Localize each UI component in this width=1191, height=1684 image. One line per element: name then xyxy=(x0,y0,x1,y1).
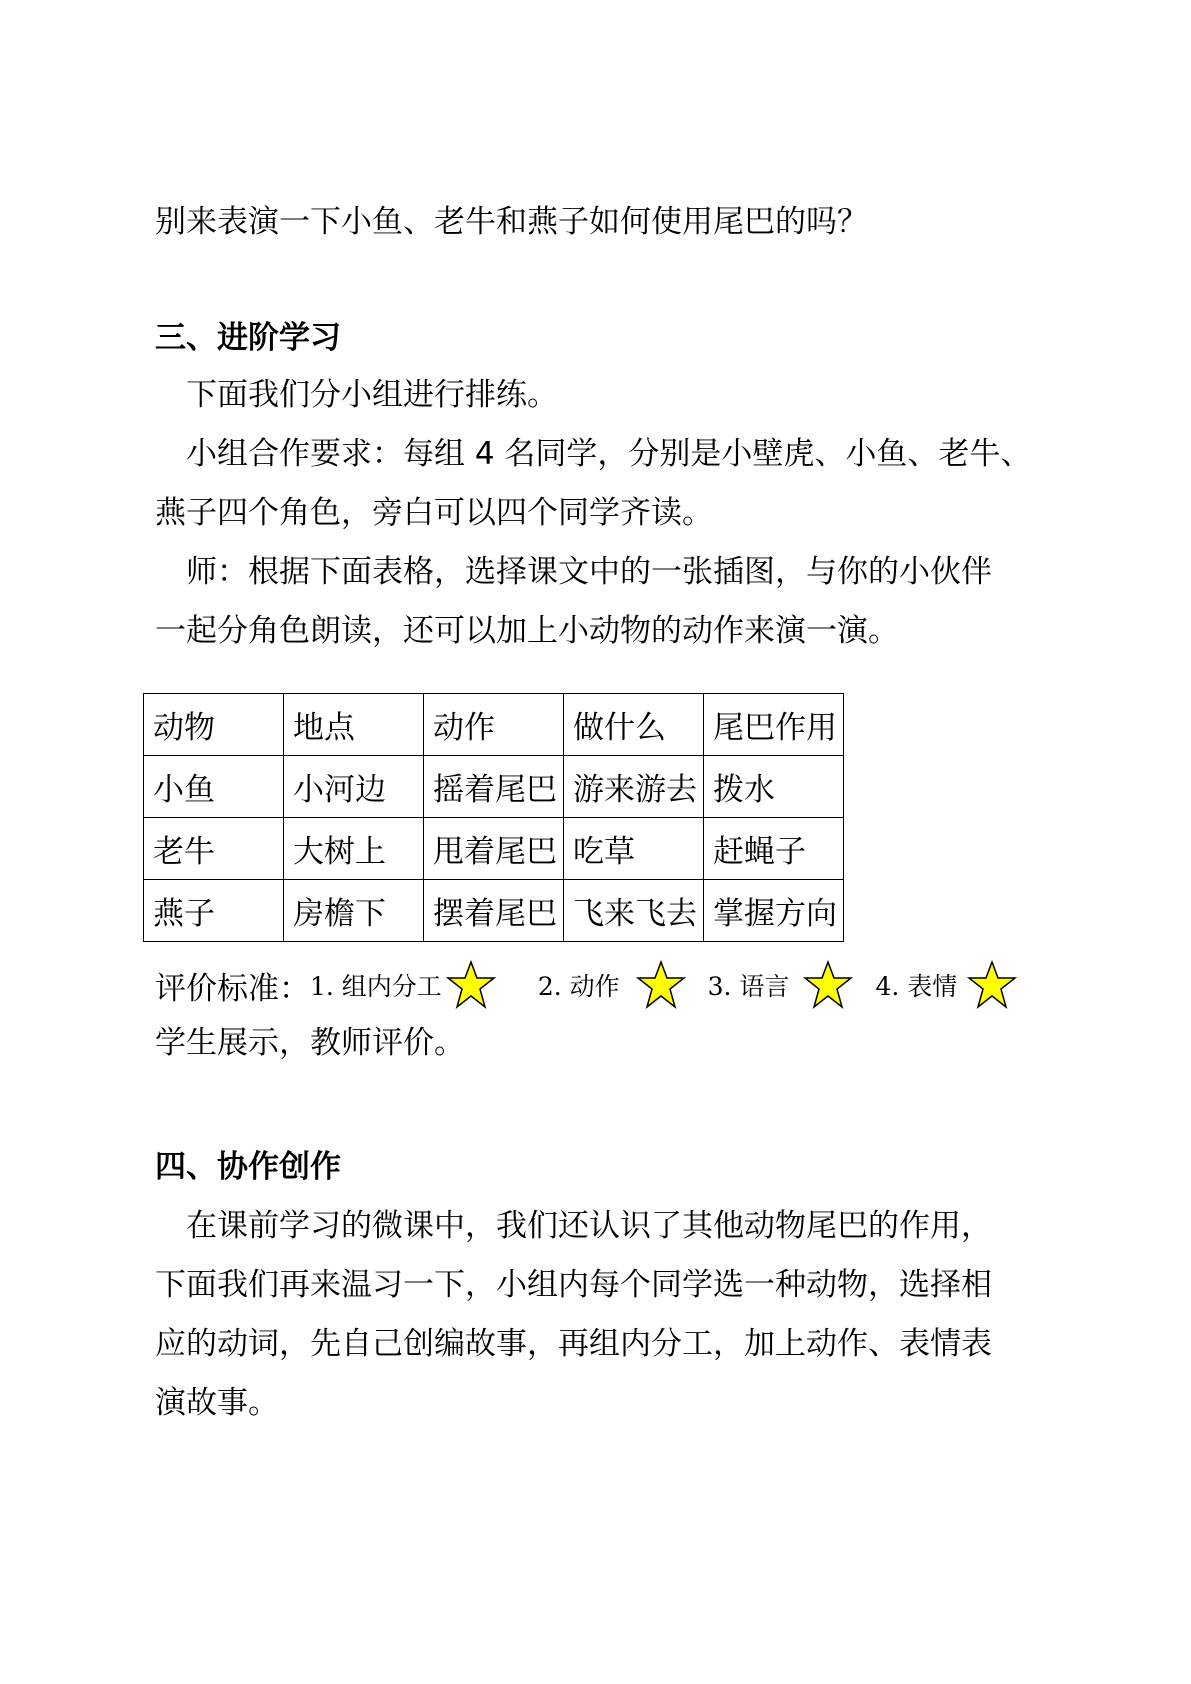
table-cell: 房檐下 xyxy=(284,880,424,942)
table-header-row xyxy=(144,694,844,756)
criteria-label: 评价标准： xyxy=(155,970,310,1007)
criteria-item-action: 2. 动作 xyxy=(537,972,620,1001)
section4-line1: 在课前学习的微课中，我们还认识了其他动物尾巴的作用， xyxy=(186,1208,992,1244)
table-cell: 拨水 xyxy=(704,756,844,818)
table-cell: 摇着尾巴 xyxy=(424,756,564,818)
table-cell: 飞来飞去 xyxy=(564,880,704,942)
table-cell: 掌握方向 xyxy=(704,880,844,942)
section4-line4: 演故事。 xyxy=(155,1385,279,1421)
table-cell: 吃草 xyxy=(564,818,704,880)
section3-para2-line1: 小组合作要求：每组 4 名同学，分别是小壁虎、小鱼、老牛、 xyxy=(186,436,1032,472)
table-cell: 老牛 xyxy=(144,818,284,880)
table-cell: 游来游去 xyxy=(564,756,704,818)
section3-para1: 下面我们分小组进行排练。 xyxy=(186,377,558,413)
table-header-cell: 做什么 xyxy=(564,694,704,756)
section3-para2-line2: 燕子四个角色，旁白可以四个同学齐读。 xyxy=(155,495,713,531)
section4-line3: 应的动词，先自己创编故事，再组内分工，加上动作、表情表 xyxy=(155,1326,992,1362)
table-cell: 大树上 xyxy=(284,818,424,880)
evaluation-criteria xyxy=(155,960,1017,1010)
table-cell: 摆着尾巴 xyxy=(424,880,564,942)
star-icon xyxy=(636,960,686,1010)
star-icon xyxy=(803,960,853,1010)
after-table-line: 学生展示，教师评价。 xyxy=(155,1025,465,1061)
section4-heading: 四、协作创作 xyxy=(155,1149,341,1185)
table-cell: 甩着尾巴 xyxy=(424,818,564,880)
table-row xyxy=(144,818,844,880)
star-icon xyxy=(446,960,496,1010)
table-cell: 赶蝇子 xyxy=(704,818,844,880)
section3-para3-line2: 一起分角色朗读，还可以加上小动物的动作来演一演。 xyxy=(155,613,899,649)
table-row xyxy=(144,880,844,942)
section3-heading: 三、进阶学习 xyxy=(155,320,341,356)
table-cell: 小河边 xyxy=(284,756,424,818)
table-header-cell: 地点 xyxy=(284,694,424,756)
section4-line2: 下面我们再来温习一下，小组内每个同学选一种动物，选择相 xyxy=(155,1267,992,1303)
intro-line: 别来表演一下小鱼、老牛和燕子如何使用尾巴的吗？ xyxy=(155,204,868,240)
star-icon xyxy=(967,960,1017,1010)
criteria-item-expression: 4. 表情 xyxy=(875,972,958,1001)
section3-para3-line1: 师：根据下面表格，选择课文中的一张插图，与你的小伙伴 xyxy=(186,554,992,590)
table-cell: 小鱼 xyxy=(144,756,284,818)
table-row xyxy=(144,756,844,818)
table-header-cell: 尾巴作用 xyxy=(704,694,844,756)
animal-tail-table xyxy=(143,693,844,942)
criteria-item-language: 3. 语言 xyxy=(707,972,790,1001)
criteria-item-division: 1. 组内分工 xyxy=(310,972,442,1001)
table-cell: 燕子 xyxy=(144,880,284,942)
table-header-cell: 动作 xyxy=(424,694,564,756)
table-header-cell: 动物 xyxy=(144,694,284,756)
